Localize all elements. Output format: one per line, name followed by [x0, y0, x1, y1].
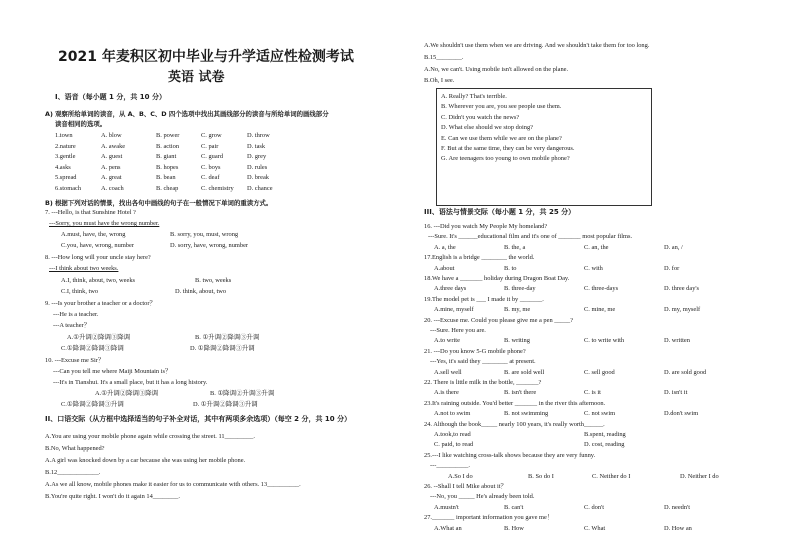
phonetics-option[interactable]: A. blow: [101, 132, 122, 139]
question-7: 7. ---Hello, is that Sunshine Hotel ?: [45, 209, 136, 216]
answer-option[interactable]: B. can't: [504, 503, 524, 511]
answer-option[interactable]: A.took,to read: [434, 431, 471, 438]
answer-option[interactable]: C. three-days: [584, 285, 619, 293]
question-10: 10. ---Excuse me Sir？: [45, 357, 105, 364]
answer-option[interactable]: C. with: [584, 264, 603, 272]
q8-option-c[interactable]: C.I, think, two: [61, 288, 99, 295]
phonetics-row: [55, 174, 375, 185]
answer-option[interactable]: C. don't: [584, 503, 604, 511]
dialogue-line-8: B.15________.: [424, 54, 464, 61]
dialogue-line-7: A.We shouldn't use them when we are driving. And we shouldn't take them for too long.: [424, 42, 650, 49]
phonetics-option[interactable]: B. power: [156, 132, 180, 139]
phonetics-row: [55, 153, 375, 164]
answer-option[interactable]: D. cost, reading: [584, 441, 625, 449]
answer-option[interactable]: B. not swimming: [504, 410, 549, 418]
question-9: 9. ---Is your brother a teacher or a doctor？: [45, 300, 156, 307]
question-10-line2: ---Can you tell me where Maiji Mountain is？: [53, 368, 172, 375]
phonetics-option[interactable]: A. awake: [101, 142, 126, 150]
dialogue-line-6: B.You're quite right. I won't do it again 14________.: [45, 493, 180, 500]
phonetics-row: [55, 185, 375, 196]
question-20-line: ---Sure. Here you are.: [430, 327, 486, 334]
phonetics-word: 4.asks: [55, 163, 71, 171]
answer-option[interactable]: C. paid, to read: [434, 441, 474, 449]
question-16-line: ---Sure. It's ______educational film and it's one of _______ most popular films.: [428, 233, 633, 241]
section-dialogue-title: II、口语交际（从方框中选择适当的句子补全对话，其中有两项多余选项）（每空 2 分，共 10 分）: [45, 415, 352, 423]
answer-option[interactable]: B. isn't there: [504, 389, 537, 397]
answer-option[interactable]: B.spent, reading: [584, 431, 626, 438]
dialogue-line-10: B.Oh, I see.: [424, 77, 455, 84]
answer-option[interactable]: C. What: [584, 524, 606, 532]
q8-option-b[interactable]: B. two, weeks: [195, 277, 232, 284]
q10-option-d[interactable]: D. ①升调②降调③升调: [193, 401, 258, 408]
options-box: [436, 88, 652, 206]
phonetics-word: 5.spread: [55, 174, 77, 181]
question-25: 25.---I like watching cross-talk shows because they are very funny.: [424, 451, 596, 459]
answer-option[interactable]: D. three day's: [664, 285, 700, 293]
box-option: F. But at the same time, they can be very dangerous.: [441, 145, 575, 153]
answer-option[interactable]: C. an, the: [584, 243, 609, 251]
answer-option[interactable]: C. is it: [584, 389, 601, 397]
phonetics-option[interactable]: B. giant: [156, 153, 177, 160]
question-27: 27._______ important information you gave me！: [424, 514, 554, 522]
question-10-line3: ---It's in Tianshui. It's a small place, but it has a long history.: [53, 379, 208, 386]
question-23: 23.It's raining outside. You'd better _______ in the river this afternoon.: [424, 399, 606, 407]
box-option: B. Wherever you are, you see people use them.: [441, 103, 562, 111]
answer-option[interactable]: A.mine, myself: [434, 306, 474, 314]
question-21: 21. ---Do you know 5-G mobile phone?: [424, 347, 526, 355]
page-subtitle: 英语 试卷: [168, 70, 225, 85]
phonetics-option[interactable]: B. hopes: [156, 163, 179, 171]
answer-option[interactable]: A.mustn't: [434, 503, 459, 511]
box-option: G. Are teenagers too young to own mobile phone?: [441, 155, 570, 163]
question-7-line: ---Sorry, you must have the wrong number.: [49, 220, 160, 227]
section-b-instruction: B) 根据下列对话的情景，找出各句中画线的句子在一般情况下单词的重读方式。: [45, 199, 273, 207]
question-25-line: ---__________.: [430, 462, 470, 470]
dialogue-line-3: A.A girl was knocked down by a car because she was using her mobile phone.: [45, 457, 246, 464]
answer-option[interactable]: C. to write with: [584, 337, 625, 345]
phonetics-table: [55, 132, 375, 195]
answer-option[interactable]: A.about: [434, 264, 455, 272]
box-option: A. Really? That's terrible.: [441, 93, 507, 100]
answer-option[interactable]: C. not swim: [584, 410, 616, 418]
answer-option[interactable]: B. three-day: [504, 285, 536, 293]
page-title: 2021 年麦积区初中毕业与升学适应性检测考试: [58, 49, 354, 65]
q7-option-c[interactable]: C.you, have, wrong, number: [61, 242, 134, 249]
question-9-line3: ---A teacher？: [53, 322, 91, 329]
phonetics-option[interactable]: D. throw: [247, 132, 270, 139]
phonetics-row: [55, 143, 375, 154]
answer-option[interactable]: B. my, me: [504, 306, 531, 314]
answer-option[interactable]: C. mine, me: [584, 306, 616, 314]
q9-option-b[interactable]: B. ①升调②降调③升调: [195, 334, 260, 341]
answer-option[interactable]: B. How: [504, 524, 524, 532]
phonetics-option[interactable]: B. action: [156, 142, 180, 150]
phonetics-option[interactable]: D. grey: [247, 153, 267, 160]
question-16: 16. ---Did you watch My People My homeland?: [424, 223, 548, 230]
answer-option[interactable]: A.What an: [434, 524, 462, 532]
phonetics-option[interactable]: D. rules: [247, 163, 268, 171]
answer-option[interactable]: A. a, the: [434, 243, 456, 251]
phonetics-option[interactable]: A. guest: [101, 153, 123, 160]
dialogue-line-4: B.12_____________.: [45, 469, 101, 476]
question-9-line2: ---He is a teacher.: [53, 311, 99, 318]
phonetics-row: [55, 132, 375, 143]
phonetics-option[interactable]: B. cheap: [156, 184, 179, 192]
phonetics-row: [55, 164, 375, 175]
phonetics-option[interactable]: C. boys: [201, 163, 221, 171]
answer-option[interactable]: B. the, a: [504, 243, 526, 251]
question-22: 22. There is little milk in the bottle, _______?: [424, 379, 542, 386]
phonetics-option[interactable]: B. bean: [156, 174, 176, 181]
phonetics-option[interactable]: A. coach: [101, 184, 124, 192]
phonetics-option[interactable]: D. task: [247, 142, 266, 150]
answer-option[interactable]: D. written: [664, 337, 690, 345]
answer-option[interactable]: D.don't swim: [664, 410, 699, 418]
answer-option[interactable]: D. for: [664, 264, 680, 272]
box-option: D. What else should we stop doing?: [441, 124, 533, 132]
answer-option[interactable]: C. Neither do I: [592, 472, 631, 480]
phonetics-word: 3.gentle: [55, 153, 76, 160]
dialogue-line-1: A.You are using your mobile phone again while crossing the street. 11_________.: [45, 433, 255, 440]
question-20: 20. ---Excuse me. Could you please give me a pen _____?: [424, 316, 574, 324]
q8-option-a[interactable]: A.I, think, about, two, weeks: [61, 277, 136, 284]
q8-option-d[interactable]: D. think, about, two: [175, 288, 227, 295]
q7-option-a[interactable]: A.must, have, the, wrong: [61, 231, 126, 238]
q10-option-a[interactable]: A.①升调②降调③降调: [95, 390, 159, 397]
answer-option[interactable]: D. my, myself: [664, 306, 701, 314]
answer-option[interactable]: A.sell well: [434, 368, 462, 376]
phonetics-option[interactable]: D. break: [247, 174, 270, 181]
answer-option[interactable]: D. Neither I do: [680, 472, 719, 480]
question-26: 26. --Shall I tell Mike about it？: [424, 483, 507, 490]
answer-option[interactable]: B. are sold well: [504, 368, 545, 376]
phonetics-option[interactable]: C. chemistry: [201, 184, 234, 192]
phonetics-option[interactable]: C. pair: [201, 142, 219, 150]
dialogue-line-5: A.As we all know, mobile phones make it easier for us to communicate with others. 13__________.: [45, 481, 301, 488]
section-a-instruction: A) 观察所给单词的读音，从 A、B、C、D 四个选项中找出其画线部分的读音与所给单词的画线部分: [45, 110, 329, 118]
dialogue-line-9: A.No, we can't. Using mobile isn't allowed on the plane.: [424, 66, 569, 73]
question-26-line: ---No, you _____ He's already been told.: [430, 493, 535, 501]
answer-option[interactable]: B. So do I: [528, 472, 554, 480]
question-24: 24. Although the book_____ nearly 100 years, it's really worth______.: [424, 420, 605, 428]
phonetics-option[interactable]: A. great: [101, 174, 122, 181]
answer-option[interactable]: A.is there: [434, 389, 459, 397]
answer-option[interactable]: D. an, /: [664, 243, 683, 251]
answer-option[interactable]: B. to: [504, 264, 517, 272]
answer-option[interactable]: B. writing: [504, 337, 530, 345]
answer-option[interactable]: A.not to swim: [434, 410, 471, 418]
box-option: C. Didn't you watch the news?: [441, 113, 520, 121]
q9-option-c[interactable]: C.①降调②降调③降调: [61, 345, 124, 352]
answer-option[interactable]: A.So I do: [448, 472, 473, 480]
section-grammar-title: III、语法与情景交际（每小题 1 分，共 25 分）: [424, 208, 576, 216]
phonetics-word: 1.town: [55, 132, 73, 139]
q9-option-a[interactable]: A.①升调②降调③降调: [67, 334, 131, 341]
dialogue-line-2: B.No, What happened?: [45, 445, 105, 452]
options-list: [441, 92, 574, 165]
phonetics-option[interactable]: D. chance: [247, 184, 273, 192]
answer-option[interactable]: A.to write: [434, 337, 460, 345]
phonetics-word: 6.stomach: [55, 184, 82, 192]
question-8: 8. ---How long will your uncle stay here?: [45, 254, 151, 261]
question-8-line: ---I think about two weeks.: [49, 265, 119, 272]
q7-option-b[interactable]: B. sorry, you, must, wrong: [170, 231, 239, 238]
section-phonetics-title: I、语音（每小题 1 分，共 10 分）: [55, 93, 166, 101]
q10-option-b[interactable]: B. ①降调②升调③升调: [210, 390, 275, 397]
phonetics-option[interactable]: C. guard: [201, 153, 224, 160]
box-option: E. Can we use them while we are on the plane?: [441, 134, 562, 142]
answer-option[interactable]: D. needn't: [664, 503, 690, 511]
section-a-instruction-cont: 读音相同的选项。: [55, 120, 107, 128]
phonetics-option[interactable]: A. pens: [101, 163, 121, 171]
phonetics-word: 2.nature: [55, 142, 76, 150]
question-18: 18.We have a _______ holiday during Dragon Boat Day.: [424, 275, 570, 282]
phonetics-option[interactable]: C. deaf: [201, 174, 220, 181]
answer-option[interactable]: D. How an: [664, 524, 692, 532]
question-19: 19.The model pet is ___ I made it by _______.: [424, 295, 544, 303]
answer-option[interactable]: D. isn't it: [664, 389, 688, 397]
q9-option-d[interactable]: D. ①降调②降调③升调: [190, 345, 255, 352]
phonetics-option[interactable]: C. grow: [201, 132, 222, 139]
answer-option[interactable]: C. sell good: [584, 368, 615, 376]
q10-option-c[interactable]: C.①降调②降调③升调: [61, 401, 124, 408]
answer-option[interactable]: D. are sold good: [664, 368, 707, 376]
q7-option-d[interactable]: D. sorry, have, wrong, number: [170, 242, 249, 249]
answer-option[interactable]: A.three days: [434, 285, 467, 293]
question-21-line: ---Yes, it's said they ________ at present.: [430, 358, 536, 366]
question-17: 17.English is a bridge ________ the world.: [424, 254, 535, 262]
